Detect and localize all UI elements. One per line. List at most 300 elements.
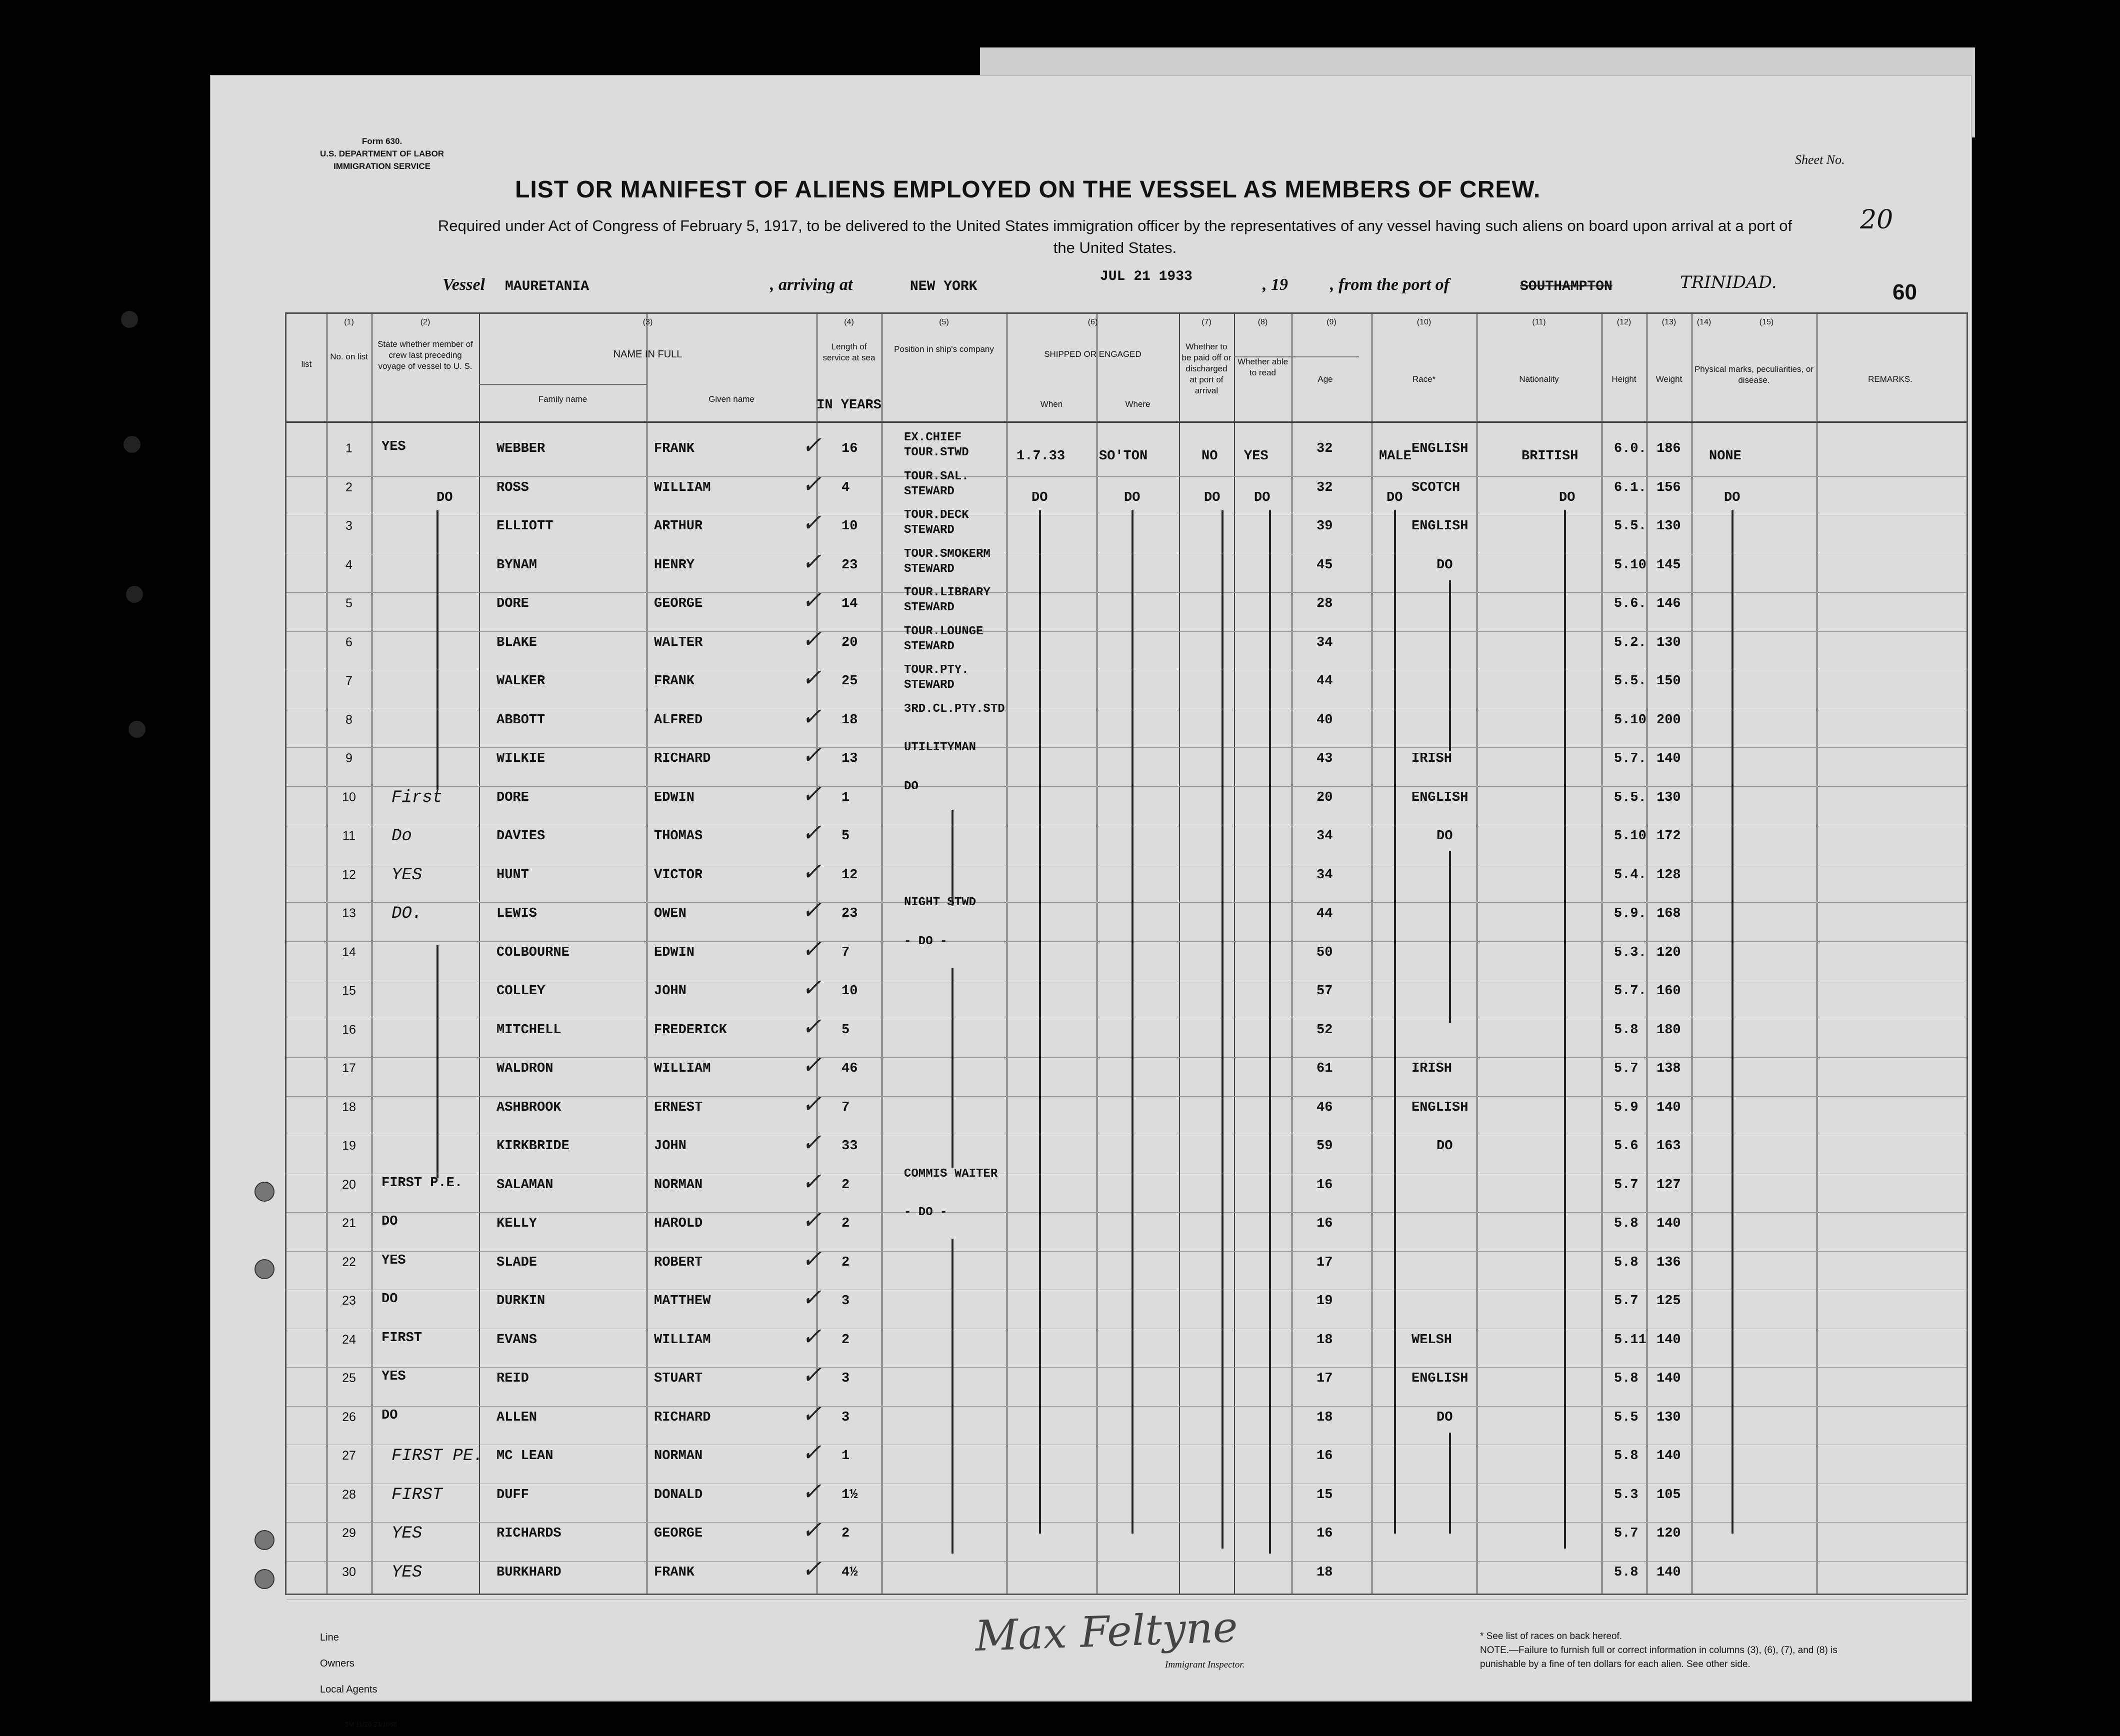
given-name-cell: THOMAS xyxy=(654,829,703,844)
ditto-read: DO xyxy=(1254,490,1270,505)
position-cell: TOUR.SAL. STEWARD xyxy=(904,469,969,498)
page-number: 60 xyxy=(1892,280,1917,304)
row-divider xyxy=(286,1367,1966,1368)
position-cell: TOUR.PTY. STEWARD xyxy=(904,663,969,692)
row-number: 6 xyxy=(346,635,352,649)
check-mark: ✓ xyxy=(802,1400,822,1428)
weight-cell: 140 xyxy=(1656,1332,1681,1348)
given-name-cell: FRANK xyxy=(654,674,695,689)
weight-cell: 140 xyxy=(1656,1565,1681,1580)
years-cell: 1½ xyxy=(842,1487,858,1503)
check-mark: ✓ xyxy=(802,896,822,924)
row-divider xyxy=(286,1212,1966,1213)
years-cell: 2 xyxy=(842,1526,850,1541)
position-cell: COMMIS WAITER xyxy=(904,1167,998,1181)
check-mark: ✓ xyxy=(802,741,822,769)
family-name-cell: COLBOURNE xyxy=(496,945,570,960)
physical-marks-header: Physical marks, peculiarities, or disease. xyxy=(1694,364,1814,385)
row-number: 27 xyxy=(342,1449,356,1463)
ditto-sex: DO xyxy=(1386,490,1403,505)
check-mark: ✓ xyxy=(802,664,822,692)
column-number: (4) xyxy=(844,318,854,326)
years-cell: 4½ xyxy=(842,1565,858,1580)
years-cell: 10 xyxy=(842,519,858,534)
check-mark: ✓ xyxy=(802,1051,822,1079)
check-mark: ✓ xyxy=(802,1439,822,1467)
check-mark: ✓ xyxy=(802,625,822,653)
family-name-cell: KELLY xyxy=(496,1216,538,1231)
column-number: (13) xyxy=(1662,318,1676,326)
family-name-cell: DURKIN xyxy=(496,1294,546,1309)
position-cell: UTILITYMAN xyxy=(904,741,976,754)
weight-cell: 140 xyxy=(1656,1449,1681,1464)
years-cell: 16 xyxy=(842,441,858,456)
height-cell: 5.8 xyxy=(1614,1565,1638,1580)
weight-cell: 172 xyxy=(1656,829,1681,844)
age-cell: 52 xyxy=(1316,1022,1333,1038)
age-cell: 32 xyxy=(1316,480,1333,495)
previous-voyage-cell: DO. xyxy=(392,904,422,923)
race-cell: DO xyxy=(1436,1139,1453,1154)
given-name-cell: FRANK xyxy=(654,441,695,456)
previous-voyage-cell: YES xyxy=(382,439,406,454)
previous-voyage-cell: FIRST P.E. xyxy=(382,1175,463,1191)
height-cell: 5.6. xyxy=(1614,596,1646,611)
row-divider xyxy=(286,631,1966,632)
height-cell: 6.1. xyxy=(1614,480,1646,495)
form-number: Form 630. xyxy=(362,136,402,146)
nationality-header: Nationality xyxy=(1519,374,1559,384)
years-cell: 4 xyxy=(842,480,850,495)
physical-marks-cell: NONE xyxy=(1709,449,1742,464)
age-cell: 28 xyxy=(1316,596,1333,611)
weight-cell: 145 xyxy=(1656,557,1681,573)
weight-cell: 200 xyxy=(1656,712,1681,728)
age-cell: 46 xyxy=(1316,1100,1333,1115)
height-cell: 5.4. xyxy=(1614,867,1646,883)
local-agents-label: Local Agents xyxy=(320,1684,378,1695)
column-number: (12) xyxy=(1616,318,1632,326)
check-mark: ✓ xyxy=(802,1129,822,1157)
years-cell: 13 xyxy=(842,751,858,766)
check-mark: ✓ xyxy=(802,819,822,847)
age-cell: 40 xyxy=(1316,712,1333,728)
row-number: 4 xyxy=(346,557,352,572)
row-number: 8 xyxy=(346,712,352,727)
race-cell: WELSH xyxy=(1412,1332,1452,1348)
years-cell: 7 xyxy=(842,1100,850,1115)
race-cell: DO xyxy=(1436,557,1453,573)
family-name-cell: BURKHARD xyxy=(496,1565,562,1580)
years-cell: 18 xyxy=(842,712,858,728)
given-name-cell: RICHARD xyxy=(654,751,711,766)
years-cell: 5 xyxy=(842,1022,850,1038)
given-name-cell: MATTHEW xyxy=(654,1294,711,1309)
ditto-line-race xyxy=(1449,580,1451,752)
height-cell: 5.9. xyxy=(1614,906,1646,921)
family-name-cell: DAVIES xyxy=(496,829,546,844)
years-cell: 10 xyxy=(842,984,858,999)
given-name-cell: JOHN xyxy=(654,984,686,999)
row-divider xyxy=(286,941,1966,942)
row-divider xyxy=(286,902,1966,903)
check-mark: ✓ xyxy=(802,431,822,459)
given-name-cell: DONALD xyxy=(654,1487,703,1503)
age-cell: 17 xyxy=(1316,1371,1333,1386)
age-cell: 34 xyxy=(1316,635,1333,650)
weight-cell: 186 xyxy=(1656,441,1681,456)
length-service-header: Length of service at sea xyxy=(822,342,876,362)
check-mark: ✓ xyxy=(802,974,822,1002)
races-note: * See list of races on back hereof. xyxy=(1480,1631,1622,1642)
given-name-cell: GEORGE xyxy=(654,596,703,611)
given-name-cell: STUART xyxy=(654,1371,703,1386)
position-cell: NIGHT STWD xyxy=(904,896,976,909)
years-cell: 3 xyxy=(842,1410,850,1425)
vessel-label: Vessel xyxy=(442,275,485,294)
family-name-cell: ABBOTT xyxy=(496,712,546,728)
given-name-cell: ERNEST xyxy=(654,1100,703,1115)
weight-cell: 168 xyxy=(1656,906,1681,921)
height-cell: 5.10 xyxy=(1614,829,1646,844)
family-name-cell: DORE xyxy=(496,790,529,805)
age-cell: 16 xyxy=(1316,1526,1333,1541)
weight-cell: 136 xyxy=(1656,1255,1681,1270)
weight-cell: 163 xyxy=(1656,1139,1681,1154)
ditto-line-physical xyxy=(1732,510,1734,1534)
row-divider xyxy=(286,1561,1966,1562)
given-name-cell: FRANK xyxy=(654,1565,695,1580)
height-cell: 5.9 xyxy=(1614,1100,1638,1115)
family-name-cell: ELLIOTT xyxy=(496,519,554,534)
height-cell: 5.10 xyxy=(1614,557,1646,573)
page-subtitle: Required under Act of Congress of February 5, 1917, to be delivered to the United States immigration officer by the representatives of any vessel having such aliens on board upon arrival at a port of the United States. xyxy=(438,217,1792,256)
weight-cell: 130 xyxy=(1656,790,1681,805)
check-mark: ✓ xyxy=(802,780,822,808)
check-mark: ✓ xyxy=(802,1012,822,1041)
given-name-cell: WALTER xyxy=(654,635,703,650)
race-cell: ENGLISH xyxy=(1412,1100,1468,1115)
row-number: 30 xyxy=(342,1565,356,1579)
age-cell: 59 xyxy=(1316,1139,1333,1154)
check-mark: ✓ xyxy=(802,509,822,537)
given-name-cell: HAROLD xyxy=(654,1216,703,1231)
given-name-cell: ALFRED xyxy=(654,712,703,728)
form-code: 5M 11/20 23/1068 xyxy=(345,1721,397,1728)
height-cell: 6.0. xyxy=(1614,441,1646,456)
family-name-cell: REID xyxy=(496,1371,529,1386)
years-cell: 2 xyxy=(842,1216,850,1231)
shipped-when-cell: 1.7.33 xyxy=(1016,449,1066,464)
ditto-line-prev xyxy=(436,945,438,1178)
given-name-cell: GEORGE xyxy=(654,1526,703,1541)
where-header: Where xyxy=(1125,399,1150,409)
arriving-label: , arriving at xyxy=(770,275,853,294)
line-label: Line xyxy=(320,1632,339,1643)
row-divider xyxy=(286,747,1966,748)
family-name-cell: KIRKBRIDE xyxy=(496,1139,570,1154)
given-name-cell: ROBERT xyxy=(654,1255,703,1270)
family-name-cell: HUNT xyxy=(496,867,529,883)
footer-notes xyxy=(1480,1630,1870,1672)
family-name-cell: MC LEAN xyxy=(496,1449,554,1464)
previous-voyage-cell: DO xyxy=(382,1408,398,1423)
paid-off-header: Whether to be paid off or discharged at port of arrival xyxy=(1182,342,1232,395)
position-cell: EX.CHIEF TOUR.STWD xyxy=(904,431,969,459)
row-number: 12 xyxy=(342,867,356,882)
position-cell: TOUR.LIBRARY STEWARD xyxy=(904,586,990,614)
years-cell: 2 xyxy=(842,1255,850,1270)
weight-cell: 125 xyxy=(1656,1294,1681,1309)
age-cell: 18 xyxy=(1316,1332,1333,1348)
age-cell: 44 xyxy=(1316,674,1333,689)
column-number: (2) xyxy=(420,318,430,326)
row-divider xyxy=(286,1251,1966,1252)
row-number: 18 xyxy=(342,1100,356,1114)
column-number: (3) xyxy=(642,318,653,326)
position-cell: TOUR.SMOKERM STEWARD xyxy=(904,547,990,576)
family-name-header: Family name xyxy=(538,394,588,404)
vessel-name: MAURETANIA xyxy=(505,279,590,294)
height-cell: 5.10 xyxy=(1614,712,1646,728)
height-cell: 5.11 xyxy=(1614,1332,1646,1348)
name-in-full-header: NAME IN FULL xyxy=(613,349,682,360)
row-divider xyxy=(286,1406,1966,1407)
height-cell: 5.7. xyxy=(1614,751,1646,766)
row-divider xyxy=(286,786,1966,787)
given-name-cell: WILLIAM xyxy=(654,1061,711,1076)
row-divider xyxy=(286,1057,1966,1058)
row-number: 25 xyxy=(342,1371,356,1385)
age-cell: 34 xyxy=(1316,829,1333,844)
race-cell: DO xyxy=(1436,1410,1453,1425)
row-number: 13 xyxy=(342,906,356,920)
race-cell: ENGLISH xyxy=(1412,441,1468,456)
position-cell: - DO - xyxy=(904,1206,948,1219)
check-mark: ✓ xyxy=(802,586,822,614)
check-mark: ✓ xyxy=(802,1206,822,1234)
given-name-cell: HENRY xyxy=(654,557,695,573)
check-mark: ✓ xyxy=(802,1555,822,1583)
family-name-cell: COLLEY xyxy=(496,984,546,999)
family-name-cell: WALDRON xyxy=(496,1061,554,1076)
given-name-cell: FREDERICK xyxy=(654,1022,727,1038)
weight-header: Weight xyxy=(1656,374,1682,384)
row-number: 15 xyxy=(342,984,356,998)
row-number: 23 xyxy=(342,1294,356,1308)
column-number: (9) xyxy=(1326,318,1336,326)
check-mark: ✓ xyxy=(802,1284,822,1312)
age-cell: 16 xyxy=(1316,1177,1333,1193)
weight-cell: 140 xyxy=(1656,1371,1681,1386)
race-header: Race* xyxy=(1412,374,1436,384)
check-mark: ✓ xyxy=(802,857,822,886)
column-divider xyxy=(1646,314,1648,1594)
height-cell: 5.8 xyxy=(1614,1255,1638,1270)
check-mark: ✓ xyxy=(802,470,822,498)
height-cell: 5.5. xyxy=(1614,519,1646,534)
weight-cell: 146 xyxy=(1656,596,1681,611)
previous-voyage-cell: FIRST xyxy=(382,1330,422,1346)
position-header: Position in ship's company xyxy=(894,344,994,354)
ditto-line-nationality xyxy=(1564,510,1566,1549)
previous-voyage-header: State whether member of crew last preceding voyage of vessel to U. S. xyxy=(378,339,473,371)
check-mark: ✓ xyxy=(802,1322,822,1351)
family-name-cell: LEWIS xyxy=(496,906,538,921)
height-cell: 5.7. xyxy=(1614,984,1646,999)
ditto-line-position xyxy=(952,968,954,1168)
sex-cell: MALE xyxy=(1379,449,1412,464)
ditto-nationality: DO xyxy=(1559,490,1576,505)
column-divider xyxy=(326,314,328,1594)
given-name-cell: WILLIAM xyxy=(654,480,711,495)
family-name-cell: SALAMAN xyxy=(496,1177,554,1193)
age-cell: 18 xyxy=(1316,1410,1333,1425)
previous-voyage-cell: YES xyxy=(392,1524,422,1543)
height-cell: 5.5. xyxy=(1614,790,1646,805)
height-cell: 5.7 xyxy=(1614,1526,1638,1541)
row-number: 22 xyxy=(342,1255,356,1269)
position-cell: 3RD.CL.PTY.STD xyxy=(904,702,1005,716)
given-name-cell: ARTHUR xyxy=(654,519,703,534)
row-number: 1 xyxy=(346,441,352,455)
given-name-cell: NORMAN xyxy=(654,1449,703,1464)
age-cell: 15 xyxy=(1316,1487,1333,1503)
margin-circle xyxy=(254,1182,274,1202)
row-number: 28 xyxy=(342,1487,356,1502)
height-cell: 5.7 xyxy=(1614,1294,1638,1309)
age-header: Age xyxy=(1318,374,1333,384)
page-title: LIST OR MANIFEST OF ALIENS EMPLOYED ON THE VESSEL AS MEMBERS OF CREW. xyxy=(515,176,1541,203)
ditto-paid: DO xyxy=(1204,490,1220,505)
row-number: 2 xyxy=(346,480,352,494)
race-cell: IRISH xyxy=(1412,751,1452,766)
row-number: 29 xyxy=(342,1526,356,1540)
years-cell: 46 xyxy=(842,1061,858,1076)
sheet-number: 20 xyxy=(1860,205,1894,235)
check-mark: ✓ xyxy=(802,702,822,731)
years-cell: 23 xyxy=(842,906,858,921)
inspector-signature: Max Feltyne xyxy=(974,1602,1239,1661)
ditto-line-when xyxy=(1039,510,1041,1534)
no-on-list-header: No. on list xyxy=(330,352,368,361)
column-number: (8) xyxy=(1258,318,1268,326)
able-read-header: Whether able to read xyxy=(1237,357,1288,377)
check-mark: ✓ xyxy=(802,547,822,576)
age-cell: 50 xyxy=(1316,945,1333,960)
punch-hole xyxy=(121,311,138,328)
previous-voyage-cell: DO xyxy=(382,1292,398,1307)
inspector-label: Immigrant Inspector. xyxy=(1165,1660,1245,1670)
service-name: IMMIGRATION SERVICE xyxy=(334,161,431,171)
list-header: list xyxy=(301,359,312,369)
family-name-cell: RICHARDS xyxy=(496,1526,562,1541)
family-name-cell: DUFF xyxy=(496,1487,529,1503)
weight-cell: 105 xyxy=(1656,1487,1681,1503)
given-name-cell: OWEN xyxy=(654,906,686,921)
column-number: (1) xyxy=(344,318,354,326)
ditto-line-position xyxy=(952,1239,954,1554)
height-cell: 5.3 xyxy=(1614,1487,1638,1503)
age-cell: 18 xyxy=(1316,1565,1333,1580)
family-name-cell: ALLEN xyxy=(496,1410,538,1425)
given-name-cell: EDWIN xyxy=(654,790,695,805)
weight-cell: 140 xyxy=(1656,1216,1681,1231)
previous-voyage-cell: YES xyxy=(382,1369,406,1384)
race-cell: DO xyxy=(1436,829,1453,844)
height-cell: 5.3. xyxy=(1614,945,1646,960)
row-divider xyxy=(286,476,1966,477)
weight-cell: 180 xyxy=(1656,1022,1681,1038)
check-mark: ✓ xyxy=(802,1361,822,1389)
years-cell: 5 xyxy=(842,829,850,844)
footer-labels xyxy=(320,1625,378,1703)
ditto-line-read xyxy=(1269,510,1271,1554)
check-mark: ✓ xyxy=(802,1167,822,1196)
ditto-line-race xyxy=(1449,851,1451,1023)
row-divider xyxy=(286,592,1966,593)
years-cell: 2 xyxy=(842,1177,850,1193)
position-cell: TOUR.DECK STEWARD xyxy=(904,508,969,537)
position-cell: DO xyxy=(904,779,918,793)
header-divider xyxy=(286,421,1966,423)
row-number: 5 xyxy=(346,596,352,610)
given-name-cell: WILLIAM xyxy=(654,1332,711,1348)
row-number: 9 xyxy=(346,751,352,765)
owners-label: Owners xyxy=(320,1658,354,1669)
penalty-note: NOTE.—Failure to furnish full or correct information in columns (3), (6), (7), and (8) is punishable by a fine of ten dollars for each alien. See other side. xyxy=(1480,1645,1838,1670)
height-cell: 5.8 xyxy=(1614,1216,1638,1231)
row-number: 3 xyxy=(346,519,352,533)
ditto-line-race xyxy=(1449,1433,1451,1534)
weight-cell: 130 xyxy=(1656,635,1681,650)
position-cell: - DO - xyxy=(904,934,948,948)
height-cell: 5.5. xyxy=(1614,674,1646,689)
column-divider xyxy=(1179,314,1180,1594)
ditto-physical: DO xyxy=(1724,490,1740,505)
column-divider xyxy=(1816,314,1818,1594)
family-name-cell: DORE xyxy=(496,596,529,611)
column-divider xyxy=(479,314,480,1594)
row-number: 7 xyxy=(346,674,352,688)
form-header xyxy=(320,135,444,172)
column-number: (6) xyxy=(1088,318,1098,326)
family-name-cell: WILKIE xyxy=(496,751,546,766)
years-cell: 7 xyxy=(842,945,850,960)
when-header: When xyxy=(1040,399,1063,409)
row-divider xyxy=(286,1096,1966,1097)
crew-table xyxy=(285,312,1968,1595)
age-cell: 17 xyxy=(1316,1255,1333,1270)
column-number: (15) xyxy=(1759,318,1774,326)
row-number: 24 xyxy=(342,1332,356,1347)
ditto-line-where xyxy=(1132,510,1134,1534)
ditto-line-paid xyxy=(1222,510,1224,1549)
able-read-cell: YES xyxy=(1244,449,1268,464)
age-cell: 20 xyxy=(1316,790,1333,805)
age-cell: 61 xyxy=(1316,1061,1333,1076)
column-divider xyxy=(1234,314,1235,1594)
years-cell: 25 xyxy=(842,674,858,689)
race-cell: ENGLISH xyxy=(1412,519,1468,534)
height-cell: 5.7 xyxy=(1614,1061,1638,1076)
weight-cell: 160 xyxy=(1656,984,1681,999)
family-name-cell: SLADE xyxy=(496,1255,538,1270)
punch-hole xyxy=(124,436,140,453)
family-name-cell: WALKER xyxy=(496,674,546,689)
family-name-cell: EVANS xyxy=(496,1332,538,1348)
previous-voyage-cell: First xyxy=(392,788,443,807)
